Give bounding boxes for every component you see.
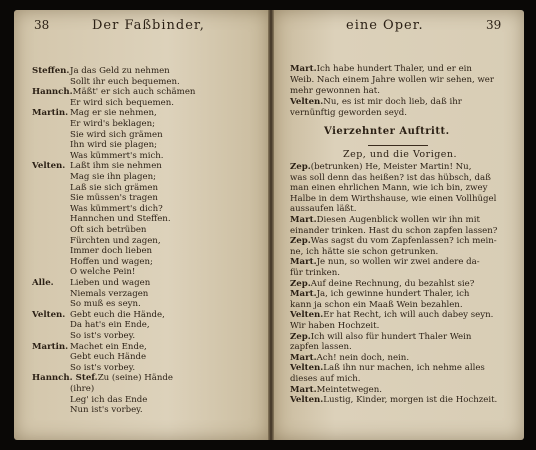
speaker-name: Alle. xyxy=(32,278,54,288)
right-running-head: eine Oper. xyxy=(346,18,424,33)
line-text: (betrunken) He, Meister Martin! Nu, xyxy=(310,162,472,172)
line-text: Lieben und wagen xyxy=(70,278,151,288)
line-text: Nun ist's vorbey. xyxy=(70,405,143,416)
text-line xyxy=(32,108,157,119)
speaker-name: Zep. xyxy=(290,236,311,247)
text-line xyxy=(290,173,491,184)
line-text: Was kümmert's mich. xyxy=(70,150,164,161)
line-text: So ist's vorbey. xyxy=(70,331,136,341)
text-line xyxy=(290,321,379,332)
text-line xyxy=(290,215,480,226)
line-text: Laß sie sich grämen xyxy=(70,182,159,193)
text-line xyxy=(290,363,485,374)
speaker-name: Velten. xyxy=(290,395,324,406)
line-text: Niemals verzagen xyxy=(70,288,149,299)
text-line xyxy=(70,151,164,162)
speaker-name: Zep. xyxy=(290,331,311,342)
line-text: Mäßt' er sich auch schämen xyxy=(72,87,196,98)
line-text: Sie müssen's tragen xyxy=(70,193,158,204)
line-text: O welche Pein! xyxy=(70,267,136,278)
text-line xyxy=(290,385,382,396)
line-text: Er hat Recht, ich will auch dabey seyn. xyxy=(323,310,494,321)
line-text: Sie wird sich grämen xyxy=(70,129,163,140)
text-line xyxy=(290,194,496,205)
speaker-name: Velten. xyxy=(290,97,324,107)
line-text: Fürchten und zagen, xyxy=(70,235,161,246)
text-line xyxy=(70,204,163,215)
text-line xyxy=(70,130,163,141)
line-text: für trinken. xyxy=(290,268,340,278)
speaker-name: Velten. xyxy=(290,363,324,374)
text-line xyxy=(70,236,161,247)
speaker-name: Mart. xyxy=(290,352,317,363)
line-text: dieses auf mich. xyxy=(290,374,361,384)
line-text: Laß ihn nur machen, ich nehme alles xyxy=(323,363,485,374)
line-text: zapfen lassen. xyxy=(290,342,352,353)
text-line xyxy=(32,66,170,77)
line-text: Sollt ihr euch bequemen. xyxy=(70,76,180,87)
line-text: (ihre) xyxy=(70,384,95,394)
text-line xyxy=(290,257,480,268)
text-line xyxy=(32,342,147,353)
scene-rule xyxy=(368,145,428,146)
speaker-name: Martin. xyxy=(32,341,69,352)
scene-cast: Zep, und die Vorigen. xyxy=(343,149,458,160)
text-line xyxy=(290,279,474,290)
line-text: einander trinken. Hast du schon zapfen lassen? xyxy=(290,225,498,236)
line-text: Ja, ich gewinne hundert Thaler, ich xyxy=(316,289,470,300)
scene-title: Vierzehnter Auftritt. xyxy=(324,126,450,137)
text-line xyxy=(70,395,147,406)
line-text: kann ja schon ein Maaß Wein bezahlen. xyxy=(290,299,463,310)
line-text: Wir haben Hochzeit. xyxy=(290,321,380,331)
line-text: Was kümmert's dich? xyxy=(70,203,163,214)
text-line xyxy=(290,268,340,279)
line-text: Ach! nein doch, nein. xyxy=(316,352,410,363)
line-text: Oft sich betrüben xyxy=(70,225,147,235)
text-line xyxy=(290,353,409,364)
line-text: Auf deine Rechnung, du bezahlst sie? xyxy=(310,278,475,289)
text-line xyxy=(70,119,155,130)
text-line xyxy=(290,332,471,343)
speaker-name: Velten. xyxy=(290,310,324,321)
line-text: Mag sie ihn plagen; xyxy=(70,172,157,182)
speaker-name: Zep. xyxy=(290,278,311,289)
speaker-name: Velten. xyxy=(32,309,66,320)
text-line xyxy=(70,320,150,331)
text-line xyxy=(70,257,153,268)
line-text: Lustig, Kinder, morgen ist die Hochzeit. xyxy=(323,395,498,406)
text-line xyxy=(290,108,407,119)
text-line xyxy=(290,64,472,75)
book-gutter xyxy=(268,10,274,440)
text-line xyxy=(290,289,469,300)
line-text: Da hat's ein Ende, xyxy=(70,320,150,331)
line-text: So muß es seyn. xyxy=(70,299,141,310)
text-line xyxy=(70,246,152,257)
line-text: ne, ich hätte sie schon getrunken. xyxy=(290,246,439,257)
text-line xyxy=(70,384,94,395)
line-text: Gebt euch die Hände, xyxy=(70,309,165,320)
text-line xyxy=(290,86,380,97)
text-line xyxy=(70,183,158,194)
text-line xyxy=(70,331,135,342)
text-line xyxy=(290,310,493,321)
text-line xyxy=(70,289,148,300)
text-line xyxy=(70,352,146,363)
line-text: was soll denn das heißen? ist das hübsch, daß xyxy=(290,172,491,183)
line-text: Halbe in dem Wirthshause, wie einen Vollhügel xyxy=(290,193,497,204)
line-text: Je nun, so wollen wir zwei andere da- xyxy=(316,257,480,268)
speaker-name: Hannch. xyxy=(32,87,73,98)
line-text: Mag er sie nehmen, xyxy=(70,108,157,119)
line-text: Diesen Augenblick wollen wir ihn mit xyxy=(316,215,480,225)
speaker-name: Mart. xyxy=(290,257,317,268)
text-line xyxy=(70,140,157,151)
line-text: mehr gewonnen hat. xyxy=(290,86,380,96)
line-text: Nu, es ist mir doch lieb, daß ihr xyxy=(323,97,462,107)
speaker-name: Mart. xyxy=(290,289,317,300)
text-line xyxy=(32,373,173,384)
text-line xyxy=(290,226,497,237)
text-line xyxy=(70,405,143,416)
line-text: Was sagst du vom Zapfenlassen? ich mein- xyxy=(310,236,497,247)
line-text: Immer doch lieben xyxy=(70,246,153,257)
line-text: Ich habe hundert Thaler, und er ein xyxy=(316,64,472,74)
speaker-name: Zep. xyxy=(290,162,311,172)
speaker-name: Hannch. Stef. xyxy=(32,373,98,384)
text-line xyxy=(70,299,141,310)
text-line xyxy=(32,87,195,98)
text-line xyxy=(290,236,497,247)
line-text: Ja das Geld zu nehmen xyxy=(70,66,170,76)
text-line xyxy=(70,225,146,236)
left-page-number: 38 xyxy=(34,18,50,32)
text-line xyxy=(290,204,356,215)
text-line xyxy=(290,75,494,86)
speaker-name: Mart. xyxy=(290,215,317,225)
text-line xyxy=(70,193,158,204)
line-text: Weib. Nach einem Jahre wollen wir sehen, wer xyxy=(290,75,495,85)
speaker-name: Mart. xyxy=(290,384,317,395)
line-text: Zu (seine) Hände xyxy=(97,373,173,384)
line-text: Laßt ihm sie nehmen xyxy=(70,161,162,172)
speaker-name: Martin. xyxy=(32,108,69,119)
line-text: Machet ein Ende, xyxy=(70,341,147,352)
text-line xyxy=(290,395,497,406)
left-running-head: Der Faßbinder, xyxy=(92,18,205,33)
line-text: Er wird sich bequemen. xyxy=(70,97,175,108)
line-text: Ihn wird sie plagen; xyxy=(70,140,158,151)
line-text: Meintetwegen. xyxy=(316,384,383,395)
text-line xyxy=(70,267,135,278)
text-line xyxy=(32,278,150,289)
text-line xyxy=(70,77,180,88)
line-text: Gebt euch Hände xyxy=(70,352,147,363)
line-text: Er wird's beklagen; xyxy=(70,119,156,129)
text-line xyxy=(290,374,361,385)
speaker-name: Steffen. xyxy=(32,66,70,76)
speaker-name: Velten. xyxy=(32,161,66,172)
right-page-number: 39 xyxy=(486,18,502,32)
text-line xyxy=(70,172,156,183)
line-text: Hannchen und Steffen. xyxy=(70,214,171,225)
text-line xyxy=(290,247,438,258)
text-line xyxy=(290,97,462,108)
speaker-name: Mart. xyxy=(290,64,317,74)
text-line xyxy=(290,162,471,173)
text-line xyxy=(32,161,162,172)
line-text: man einen ehrlichen Mann, wie ich bin, zwey xyxy=(290,183,488,194)
text-line xyxy=(70,214,171,225)
line-text: Hoffen und wagen; xyxy=(70,256,153,267)
text-line xyxy=(290,183,487,194)
text-line xyxy=(290,342,352,353)
line-text: Ich will also für hundert Thaler Wein xyxy=(310,331,472,342)
text-line xyxy=(70,98,174,109)
line-text: vernünftig geworden seyd. xyxy=(290,108,407,118)
line-text: So ist's vorbey. xyxy=(70,362,136,373)
text-line xyxy=(32,310,165,321)
line-text: aussaufen läßt. xyxy=(290,204,357,215)
text-line xyxy=(290,300,463,311)
line-text: Leg' ich das Ende xyxy=(70,394,148,405)
